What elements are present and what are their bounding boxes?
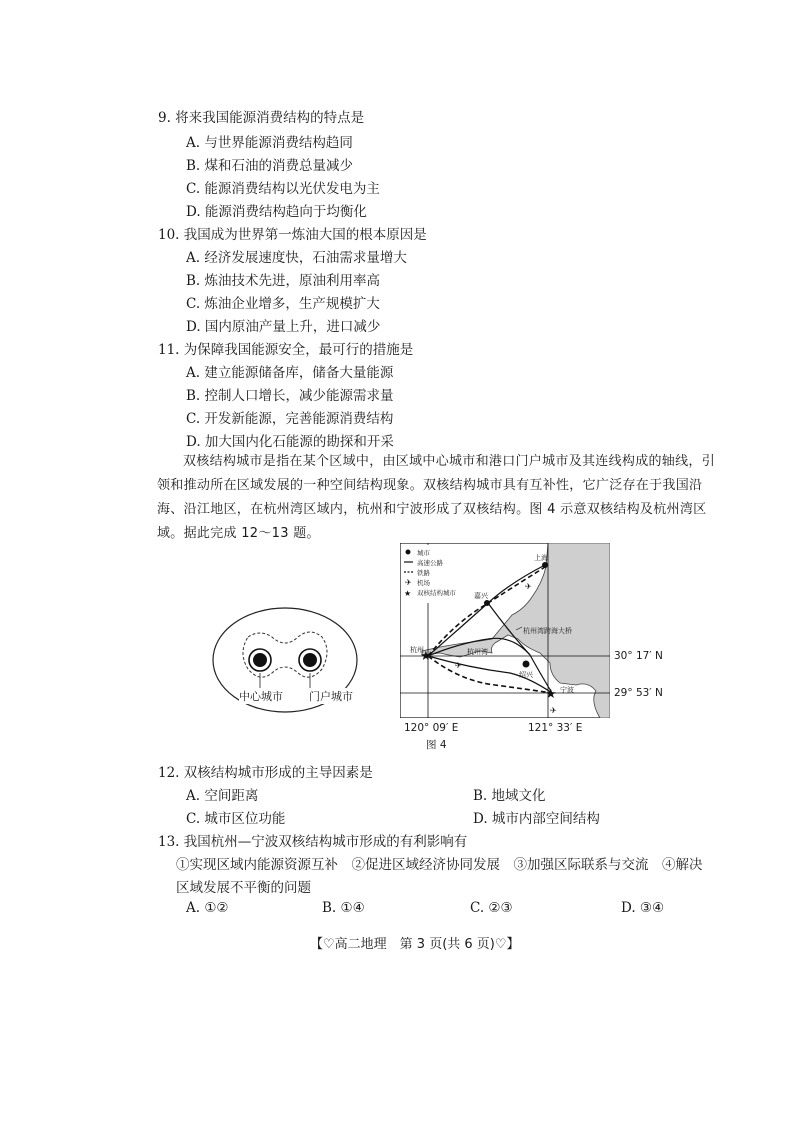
center-city-label: 中心城市: [239, 690, 283, 703]
map-label-ningbo: 宁波: [560, 686, 574, 694]
q12-option-a: A. 空间距离: [186, 788, 259, 804]
q12-option-c: C. 城市区位功能: [186, 811, 286, 827]
legend-expressway: 高速公路: [417, 559, 443, 567]
legend-airport: 机场: [417, 579, 430, 587]
q9-option-d: D. 能源消费结构趋向于均衡化: [186, 204, 367, 220]
map-label-hangzhou: 杭州: [410, 646, 424, 654]
q13-option-b: B. ①④: [322, 900, 365, 916]
page-footer: 【♡高二地理 第 3 页(共 6 页)♡】: [310, 937, 520, 952]
lon-label-120-09: 120° 09′ E: [404, 722, 459, 734]
q9-option-c: C. 能源消费结构以光伏发电为主: [186, 181, 380, 197]
q13-option-c: C. ②③: [470, 900, 513, 916]
q10-option-c: C. 炼油企业增多，生产规模扩大: [186, 296, 380, 312]
q13-statements-line1: ①实现区域内能源资源互补 ②促进区域经济协同发展 ③加强区际联系与交流 ④解决: [176, 857, 703, 873]
map-label-shanghai: 上海: [534, 554, 548, 562]
q10-option-a: A. 经济发展速度快，石油需求量增大: [186, 250, 407, 266]
q9-option-b: B. 煤和石油的消费总量减少: [186, 158, 354, 174]
svg-text:✈: ✈: [455, 661, 462, 670]
q11-option-d: D. 加大国内化石能源的勘探和开采: [186, 434, 394, 450]
svg-text:★: ★: [404, 589, 412, 598]
lat-label-29-53: 29° 53′ N: [614, 687, 663, 699]
q9-option-a: A. 与世界能源消费结构趋同: [186, 135, 353, 151]
lon-label-121-33: 121° 33′ E: [528, 722, 583, 734]
legend-railway: 铁路: [417, 569, 430, 577]
figure-caption: 图 4: [426, 739, 447, 751]
q12-stem: 12. 双核结构城市形成的主导因素是: [158, 765, 373, 781]
q12-option-b: B. 地域文化: [473, 788, 546, 804]
q12-option-d: D. 城市内部空间结构: [473, 811, 600, 827]
q11-option-a: A. 建立能源储备库，储备大量能源: [186, 365, 394, 381]
q13-option-a: A. ①②: [186, 900, 229, 916]
lat-label-30-17: 30° 17′ N: [614, 650, 663, 662]
q10-stem: 10. 我国成为世界第一炼油大国的根本原因是: [158, 227, 427, 243]
svg-text:✈: ✈: [525, 582, 532, 591]
map-label-jiaxing: 嘉兴: [474, 592, 488, 600]
map-label-shaoxing: 绍兴: [519, 671, 533, 679]
q11-option-c: C. 开发新能源，完善能源消费结构: [186, 411, 394, 427]
q10-option-d: D. 国内原油产量上升，进口减少: [186, 319, 381, 335]
gateway-city-label: 门户城市: [309, 690, 353, 703]
q11-stem: 11. 为保障我国能源安全，最可行的措施是: [158, 342, 414, 358]
q10-option-b: B. 炼油技术先进，原油利用率高: [186, 273, 381, 289]
map-label-hangzhou-bay: 杭州湾: [467, 648, 488, 656]
map-label-bridge: 杭州湾跨海大桥: [523, 627, 572, 635]
passage-text: 双核结构城市是指在某个区域中，由区域中心城市和港口门户城市及其连线构成的轴线，引领和推动所在区域发展的一种空间结构现象。双核结构城市具有互补性，它广泛存在于我国沿海、沿江地区，在杭州湾区域内，杭州和宁波形成了双核结构。图 4 示意双核结构及杭州湾区域。据此完成 12～13 题。: [157, 454, 716, 541]
passage: [157, 450, 717, 546]
q13-statements-line2: 区域发展不平衡的问题: [176, 880, 311, 896]
q11-option-b: B. 控制人口增长，减少能源需求量: [186, 388, 394, 404]
svg-text:★: ★: [545, 687, 557, 702]
legend-city: 城市: [417, 549, 430, 557]
svg-text:✈: ✈: [405, 578, 412, 587]
svg-text:★: ★: [420, 649, 432, 664]
q9-stem: 9. 将来我国能源消费结构的特点是: [158, 110, 365, 126]
q13-option-d: D. ③④: [621, 900, 665, 916]
legend-double-core-city: 双核结构城市: [417, 589, 456, 597]
q13-stem: 13. 我国杭州—宁波双核结构城市形成的有利影响有: [158, 834, 468, 850]
hangzhou-bay-map: [400, 543, 610, 718]
svg-text:✈: ✈: [550, 706, 557, 715]
